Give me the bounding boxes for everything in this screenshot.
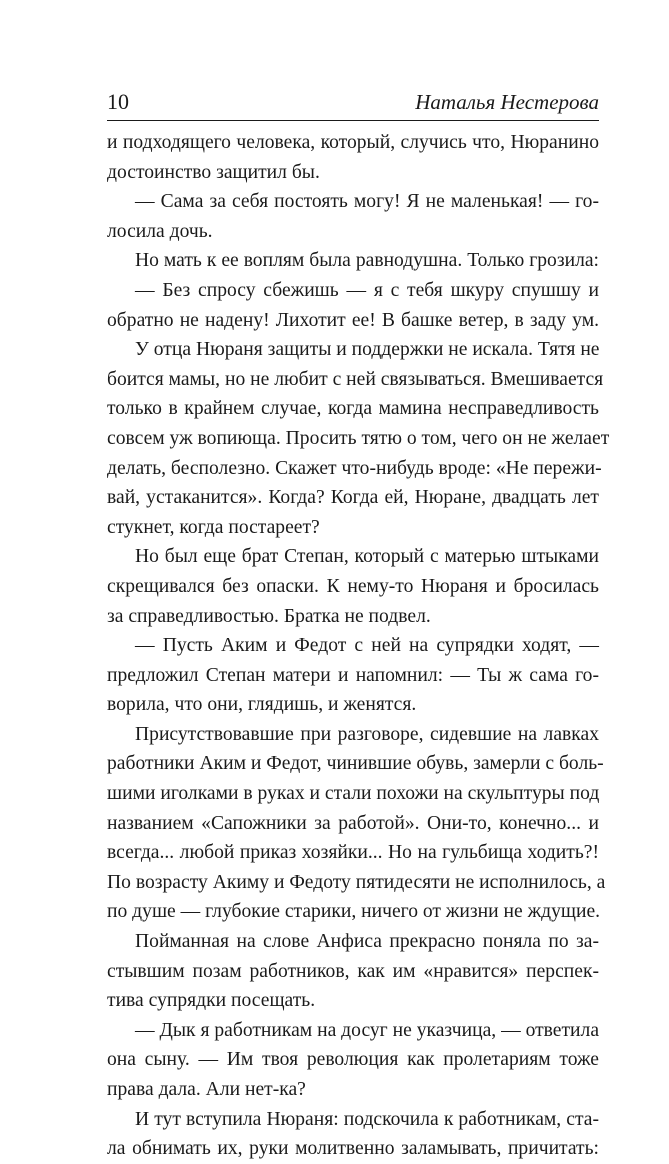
text-line: ворила, что они, глядишь, и женятся.	[107, 694, 417, 716]
text-line: она сыну. — Им твоя революция как пролетариям тоже	[107, 1049, 599, 1071]
text-line: названием «Сапожники за работой». Они-то, конечно... и	[107, 812, 599, 834]
text-line: скрещивался без опаски. К нему-то Нюраня и бросилась	[107, 575, 599, 597]
text-line: права дала. Али нет-ка?	[107, 1079, 306, 1100]
text-line: Пойманная на слове Анфиса прекрасно поняла по за-	[135, 931, 599, 953]
author-name: Наталья Нестерова	[415, 90, 599, 114]
text-line: И тут вступила Нюраня: подскочила к работникам, ста-	[135, 1108, 599, 1130]
text-line: — Сама за себя постоять могу! Я не маленькая! — го-	[135, 191, 599, 213]
text-line: и подходящего человека, который, случись что, Нюранино	[107, 132, 599, 153]
running-head	[107, 88, 599, 120]
text-line: Но мать к ее воплям была равнодушна. Только грозила:	[135, 250, 599, 272]
text-line: У отца Нюраня защиты и поддержки не искала. Тятя не	[135, 339, 600, 361]
text-line: — Пусть Аким и Федот с ней на супрядки ходят, —	[135, 635, 599, 657]
text-line: боится мамы, но не любит с ней связываться. Вмешивается	[107, 368, 604, 390]
text-line: всегда... любой приказ хозяйки... Но на гульбища ходить?!	[107, 842, 599, 864]
text-line: делать, бесполезно. Скажет что-нибудь вроде: «Не пережи-	[107, 457, 602, 479]
text-line: обратно не надену! Лихотит ее! В башке ветер, в заду ум.	[107, 309, 599, 331]
text-line: — Дык я работникам на досуг не указчица, — ответила	[135, 1019, 600, 1041]
text-line: шими иголками в руках и стали похожи на скульптуры под	[107, 783, 600, 805]
text-line: стывшим позам работников, как им «нравится» перспек-	[107, 960, 599, 982]
text-line: по душе — глубокие старики, ничего от жизни не ждущие.	[107, 901, 601, 923]
text-line: только в крайнем случае, когда мамина несправедливость	[107, 398, 599, 420]
text-line: ла обнимать их, руки молитвенно заламывать, причитать:	[107, 1138, 599, 1160]
text-line: тива супрядки посещать.	[107, 990, 316, 1012]
text-line: совсем уж вопиюща. Просить тятю о том, чего он не желает	[107, 427, 610, 449]
text-line: работники Аким и Федот, чинившие обувь, замерли с боль-	[107, 753, 604, 775]
text-line: лосила дочь.	[107, 220, 213, 242]
page-number: 10	[107, 89, 129, 114]
text-line: за справедливостью. Братка не подвел.	[107, 605, 431, 627]
text-line: достоинство защитил бы.	[107, 161, 320, 183]
text-line: стукнет, когда постареет?	[107, 516, 320, 538]
text-line: вай, устаканится». Когда? Когда ей, Нюране, двадцать лет	[107, 487, 599, 509]
body-text	[107, 128, 610, 1164]
text-line: Присутствовавшие при разговоре, сидевшие на лавках	[135, 723, 599, 745]
text-line: По возрасту Акиму и Федоту пятидесяти не исполнилось, а	[107, 871, 606, 893]
text-line: Но был еще брат Степан, который с матерью штыками	[135, 546, 599, 568]
text-line: предложил Степан матери и напомнил: — Ты ж сама го-	[107, 664, 599, 686]
text-line: — Без спросу сбежишь — я с тебя шкуру спушшу и	[135, 279, 599, 301]
header-rule	[107, 120, 599, 121]
